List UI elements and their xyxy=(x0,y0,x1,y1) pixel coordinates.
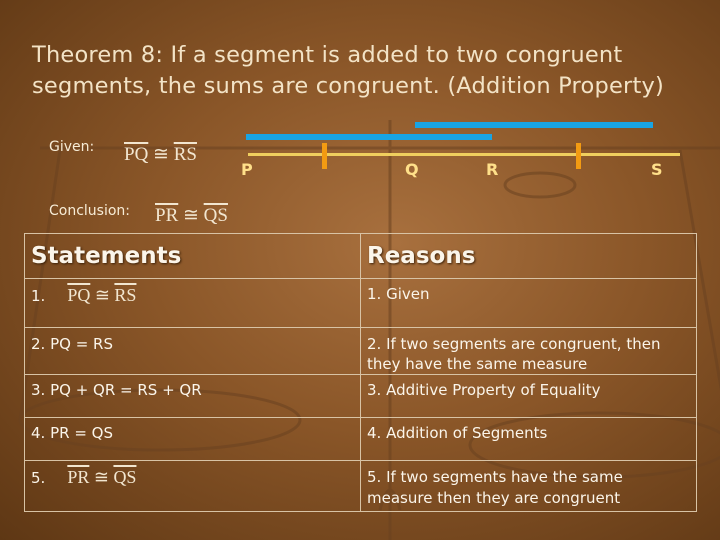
segment-left: $\overline{PR}$ xyxy=(67,467,90,487)
statements-header: Statements xyxy=(25,234,361,279)
conclusion-segment-right: $\overline{QS}$ xyxy=(203,205,228,226)
congruent-symbol: ≅ xyxy=(90,285,115,305)
given-expression xyxy=(124,143,197,166)
statement-cell: 4. PR = QS xyxy=(25,418,361,461)
point-s-label: S xyxy=(651,160,663,179)
table-row xyxy=(25,328,697,375)
statement-expression xyxy=(67,467,136,487)
table-row xyxy=(25,461,697,512)
tick-mark-left xyxy=(322,143,327,169)
statement-cell xyxy=(25,461,361,512)
statement-cell: 2. PQ = RS xyxy=(25,328,361,375)
segment-pr-highlight xyxy=(246,134,492,140)
table-header-row xyxy=(25,234,697,279)
table-row xyxy=(25,418,697,461)
point-q-label: Q xyxy=(405,160,419,179)
step-number: 5. xyxy=(31,469,46,487)
point-r-label: R xyxy=(486,160,499,179)
table-row xyxy=(25,375,697,418)
tick-mark-right xyxy=(576,143,581,169)
reason-cell: 3. Additive Property of Equality xyxy=(361,375,697,418)
theorem-title: Theorem 8: If a segment is added to two congruent segments, the sums are congruent. (Addition Property) xyxy=(32,42,664,99)
statement-cell xyxy=(25,279,361,328)
congruent-symbol: ≅ xyxy=(178,205,204,226)
segment-left: $\overline{PQ}$ xyxy=(67,285,91,305)
segment-right: $\overline{QS}$ xyxy=(113,467,137,487)
conclusion-label: Conclusion: xyxy=(49,203,131,219)
segment-right: $\overline{RS}$ xyxy=(114,285,137,305)
segment-qs-highlight xyxy=(415,122,653,128)
proof-table xyxy=(24,233,697,512)
congruent-symbol: ≅ xyxy=(89,467,114,487)
conclusion-segment-left: $\overline{PR}$ xyxy=(155,205,179,226)
given-label: Given: xyxy=(49,139,95,155)
point-p-label: P xyxy=(241,160,253,179)
given-segment-right: $\overline{RS}$ xyxy=(173,144,197,165)
reasons-header: Reasons xyxy=(361,234,697,279)
reason-cell: 2. If two segments are congruent, then they have the same measure xyxy=(361,328,697,375)
table-row xyxy=(25,279,697,328)
step-number: 1. xyxy=(31,287,46,305)
reason-cell: 5. If two segments have the same measure then they are congruent xyxy=(361,461,697,512)
statement-expression xyxy=(67,285,136,305)
number-line xyxy=(248,153,680,156)
reason-cell: 1. Given xyxy=(361,279,697,328)
conclusion-expression xyxy=(155,204,228,227)
statement-cell: 3. PQ + QR = RS + QR xyxy=(25,375,361,418)
given-segment-left: $\overline{PQ}$ xyxy=(124,144,149,165)
congruent-symbol: ≅ xyxy=(148,144,174,165)
reason-cell: 4. Addition of Segments xyxy=(361,418,697,461)
